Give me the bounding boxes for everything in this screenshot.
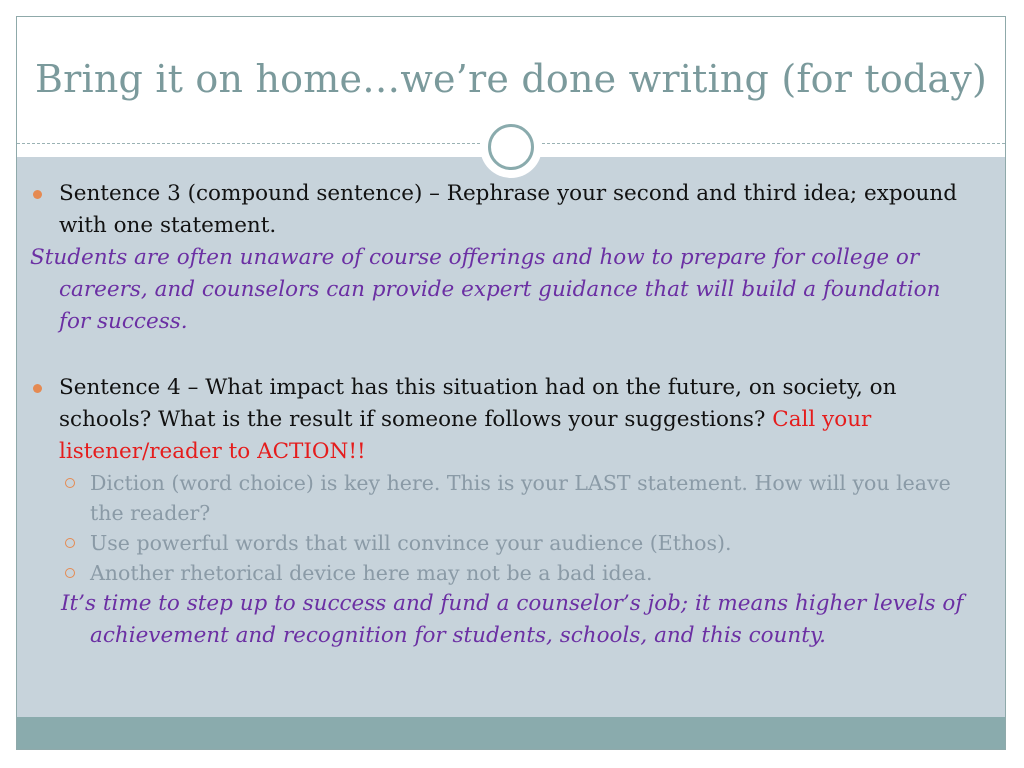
hollow-bullet-icon [65,478,75,488]
example-sentence-4: It’s time to step up to success and fund a counselor’s job; it means higher levels of achievement and recognition for students, schools, and this county. [61,591,964,648]
bullet-item-sentence-3 [30,178,970,242]
call-to-action-text: Call your listener/reader to ACTION!! [59,407,872,464]
hollow-bullet-icon [65,568,75,578]
subitem-text: Another rhetorical device here may not be a bad idea. [90,561,653,585]
subitem-rhetorical-device [30,558,970,588]
ring-icon [488,124,534,170]
spacer [30,338,970,372]
subitem-powerful-words [30,528,970,558]
subitem-text: Use powerful words that will convince your audience (Ethos). [90,531,732,555]
bullet-dot-icon [33,384,42,393]
example-sentence-3: Students are often unaware of course offerings and how to prepare for college or careers, and counselors can provide expert guidance that will build a foundation for success. [30,245,941,334]
footer-bar [17,717,1005,750]
slide-body [30,178,970,652]
slide-title: Bring it on home…we’re done writing (for today) [35,57,987,101]
bullet-item-sentence-4 [30,372,970,468]
subitem-diction [30,468,970,528]
bullet-text: Sentence 3 (compound sentence) – Rephrase your second and third idea; expound with one statement. [59,181,957,238]
bullet-text: Sentence 4 – What impact has this situation had on the future, on society, on schools? What is the result if someone follows your suggestions? [59,375,897,432]
subitem-text: Diction (word choice) is key here. This is your LAST statement. How will you leave the reader? [90,471,951,525]
hollow-bullet-icon [65,538,75,548]
bullet-dot-icon [33,190,42,199]
divider-circle-ornament [480,116,542,178]
